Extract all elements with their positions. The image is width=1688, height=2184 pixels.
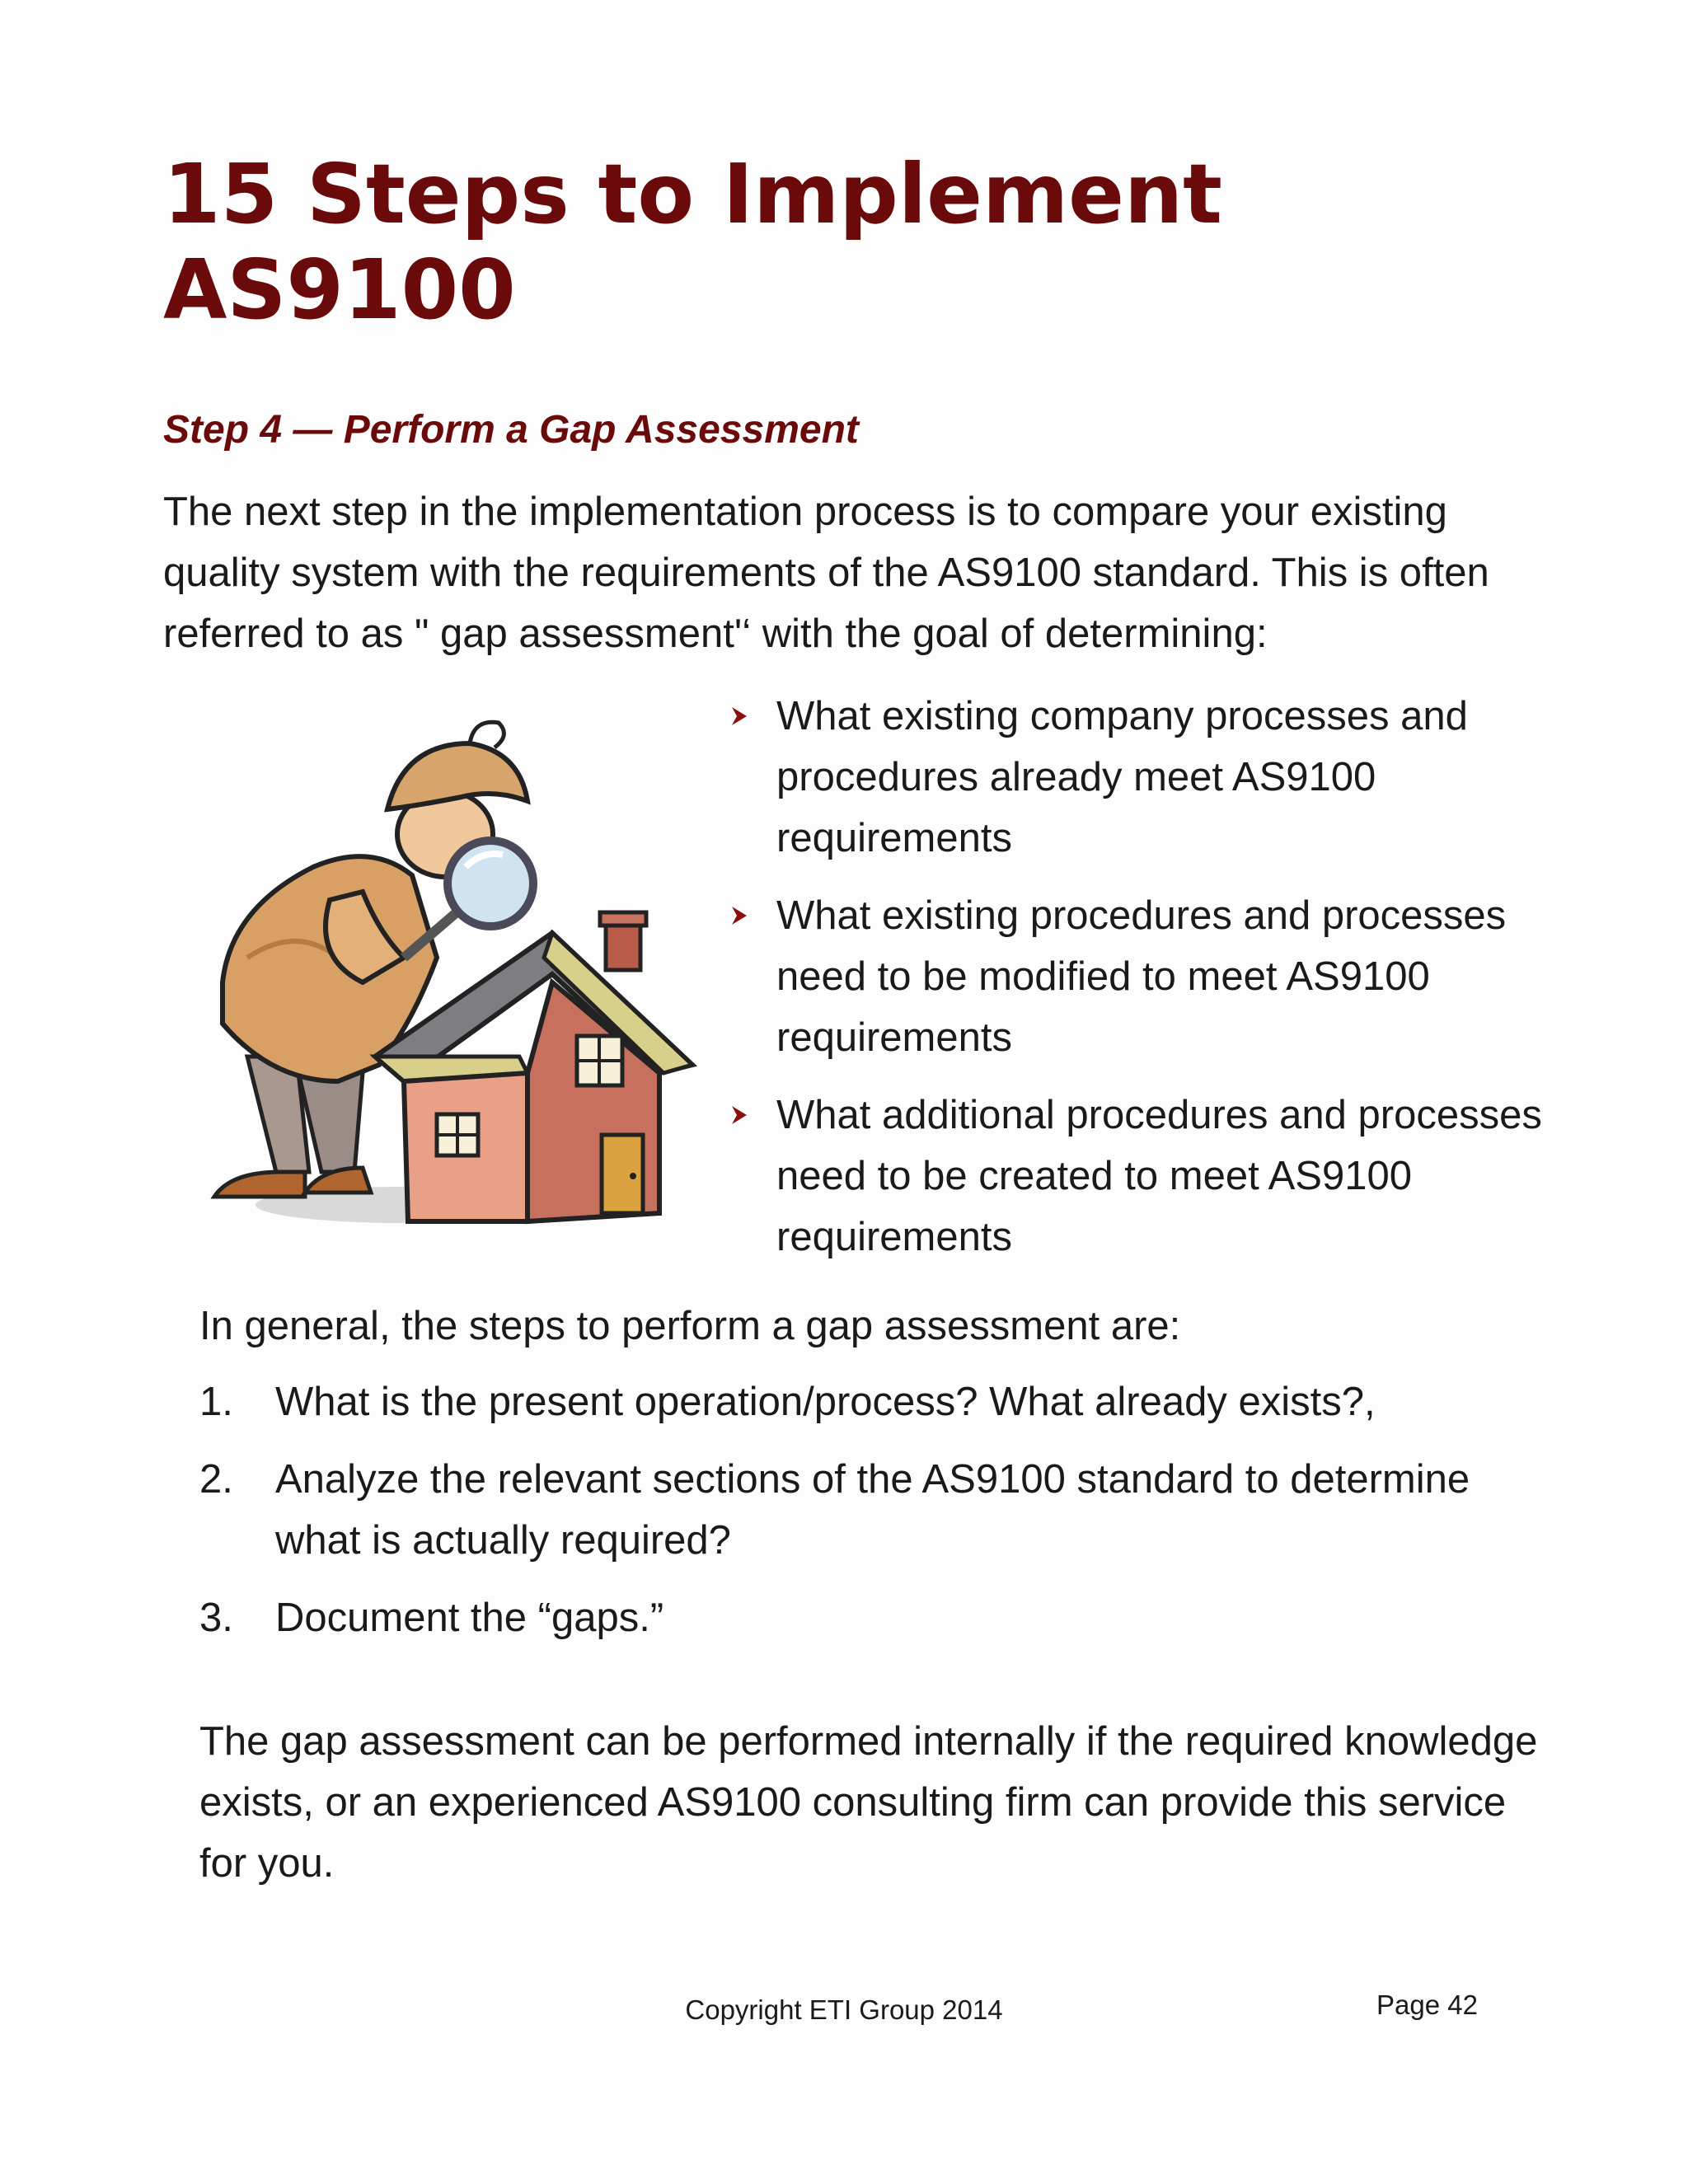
list-item bbox=[724, 885, 1548, 1068]
numbered-step bbox=[199, 1587, 1535, 1648]
footer-copyright: Copyright ETI Group 2014 bbox=[685, 1994, 1003, 2025]
page-title-line-1: 15 Steps to Implement bbox=[163, 146, 1222, 242]
assessment-goals-list bbox=[724, 686, 1548, 1284]
numbered-step bbox=[199, 1449, 1535, 1571]
intro-paragraph: The next step in the implementation process is to compare your existing quality system with the requirements of the AS9100 standard. This is often referred to as " gap assessment'‘ with the goal of determining: bbox=[163, 490, 1489, 656]
arrow-bullet-icon bbox=[730, 705, 748, 727]
list-item-text: What existing company processes and procedures already meet AS9100 requirements bbox=[776, 694, 1468, 860]
step-number: 3. bbox=[199, 1596, 233, 1640]
step-text: What is the present operation/process? What already exists?, bbox=[275, 1380, 1376, 1424]
arrow-bullet-icon bbox=[730, 905, 748, 926]
step-number: 2. bbox=[199, 1457, 233, 1502]
general-steps-intro: In general, the steps to perform a gap assessment are: bbox=[199, 1304, 1181, 1348]
numbered-step bbox=[199, 1371, 1535, 1432]
step-text: Document the “gaps.” bbox=[275, 1596, 664, 1640]
detective-house-illustration bbox=[198, 710, 758, 1238]
list-item bbox=[724, 1085, 1548, 1268]
gap-assessment-steps bbox=[199, 1371, 1535, 1665]
list-item-text: What existing procedures and processes need to be modified to meet AS9100 requirements bbox=[776, 893, 1507, 1060]
list-item-text: What additional procedures and processes need to be created to meet AS9100 requirements bbox=[776, 1093, 1542, 1259]
page-number: Page 42 bbox=[1376, 1990, 1478, 2020]
list-item bbox=[724, 686, 1548, 869]
step-text: Analyze the relevant sections of the AS9100 standard to determine what is actually required? bbox=[275, 1457, 1470, 1563]
closing-paragraph: The gap assessment can be performed internally if the required knowledge exists, or an experienced AS9100 consulting firm can provide this service for you. bbox=[199, 1719, 1538, 1886]
step-number: 1. bbox=[199, 1380, 233, 1424]
step-heading: Step 4 — Perform a Gap Assessment bbox=[163, 408, 859, 452]
page-title bbox=[163, 147, 1317, 338]
page-title-line-2: AS9100 bbox=[163, 241, 516, 338]
arrow-bullet-icon bbox=[730, 1104, 748, 1126]
